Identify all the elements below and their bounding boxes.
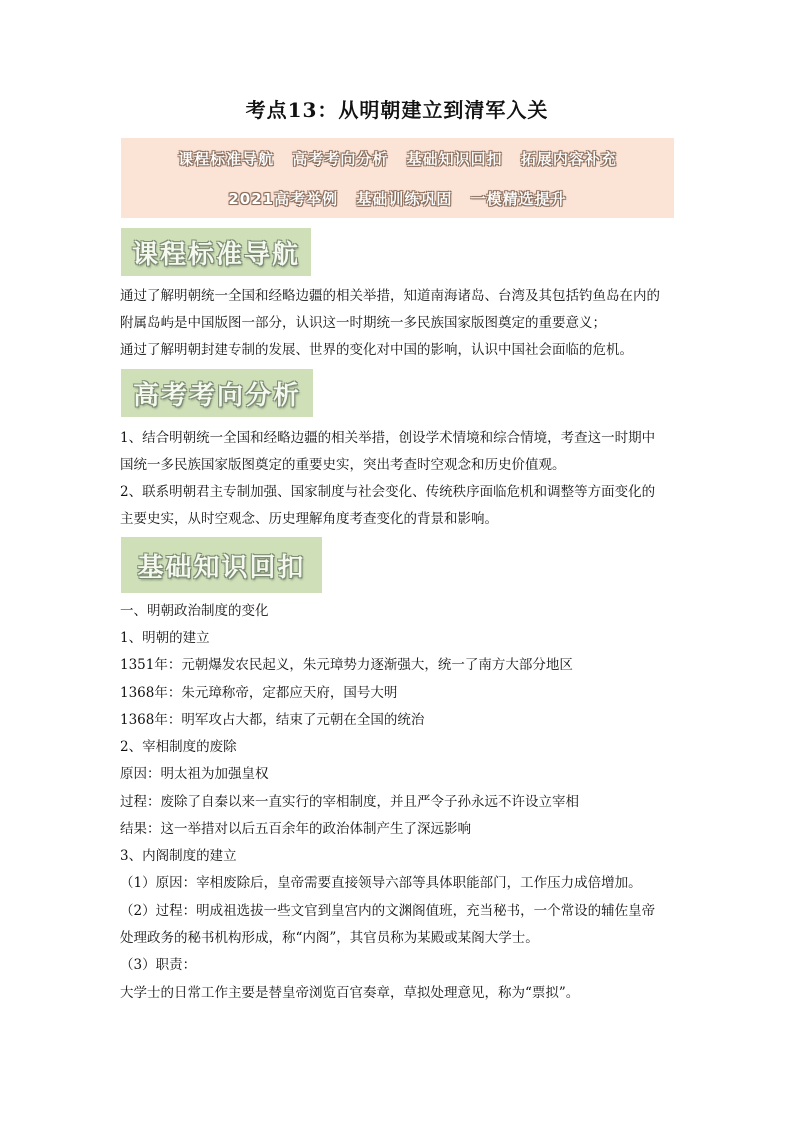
navigation-banner — [121, 138, 674, 218]
text-line: 原因：明太祖为加强皇权 — [120, 766, 269, 782]
text-line: （1）原因：宰相废除后，皇帝需要直接领导六部等具体职能部门，工作压力成倍增加。 — [120, 875, 642, 891]
nav-link-2021-exam-examples[interactable]: 2021高考举例 — [228, 190, 339, 208]
text-line: 附属岛屿是中国版图一部分，认识这一时期统一多民族国家版图奠定的重要意义； — [120, 315, 606, 331]
nav-row-1 — [121, 148, 674, 169]
text-line: （3）职责： — [120, 957, 197, 973]
nav-link-course-standard[interactable]: 课程标准导航 — [178, 150, 275, 168]
text-line: 一、明朝政治制度的变化 — [120, 603, 269, 619]
section-heading-exam-direction: 高考考向分析 — [121, 369, 313, 417]
text-line: 国统一多民族国家版图奠定的重要史实，突出考查时空观念和历史价值观。 — [120, 457, 566, 473]
section-heading-course-standard: 课程标准导航 — [121, 228, 311, 276]
page-title: 考点13：从明朝建立到清军入关 — [245, 98, 549, 122]
text-line: 过程：废除了自秦以来一直实行的宰相制度，并且严令子孙永远不许设立宰相 — [120, 794, 579, 810]
nav-link-extended-content[interactable]: 拓展内容补充 — [520, 150, 617, 168]
text-line: 通过了解明朝统一全国和经略边疆的相关举措，知道南海诸岛、台湾及其包括钓鱼岛在内的 — [120, 288, 660, 304]
nav-link-mock-selection[interactable]: 一模精选提升 — [470, 190, 567, 208]
nav-link-exam-direction[interactable]: 高考考向分析 — [292, 150, 389, 168]
text-line: 2、联系明朝君主专制加强、国家制度与社会变化、传统秩序面临危机和调整等方面变化的 — [120, 484, 656, 500]
text-line: 2、宰相制度的废除 — [120, 739, 237, 755]
nav-link-basic-knowledge[interactable]: 基础知识回扣 — [406, 150, 503, 168]
text-line: 1351年：元朝爆发农民起义，朱元璋势力逐渐强大，统一了南方大部分地区 — [120, 657, 573, 673]
text-line: 1368年：明军攻占大都，结束了元朝在全国的统治 — [120, 712, 425, 728]
nav-link-basic-training[interactable]: 基础训练巩固 — [356, 190, 453, 208]
section-heading-basic-knowledge: 基础知识回扣 — [121, 537, 322, 593]
text-line: 3、内阁制度的建立 — [120, 848, 237, 864]
text-line: 主要史实，从时空观念、历史理解角度考查变化的背景和影响。 — [120, 511, 498, 527]
text-line: 1368年：朱元璋称帝，定都应天府，国号大明 — [120, 685, 398, 701]
text-line: 大学士的日常工作主要是替皇帝浏览百官奏章，草拟处理意见，称为“票拟”。 — [120, 985, 580, 1001]
nav-row-2 — [121, 188, 674, 209]
text-line: 通过了解明朝封建专制的发展、世界的变化对中国的影响，认识中国社会面临的危机。 — [120, 342, 633, 358]
text-line: 处理政务的秘书机构形成，称“内阁”，其官员称为某殿或某阁大学士。 — [120, 930, 539, 946]
text-line: 1、明朝的建立 — [120, 630, 210, 646]
text-line: 1、结合明朝统一全国和经略边疆的相关举措，创设学术情境和综合情境，考查这一时期中 — [120, 430, 656, 446]
text-line: 结果：这一举措对以后五百余年的政治体制产生了深远影响 — [120, 821, 471, 837]
text-line: （2）过程：明成祖选拔一些文官到皇宫内的文渊阁值班，充当秘书，一个常设的辅佐皇帝 — [120, 903, 656, 919]
